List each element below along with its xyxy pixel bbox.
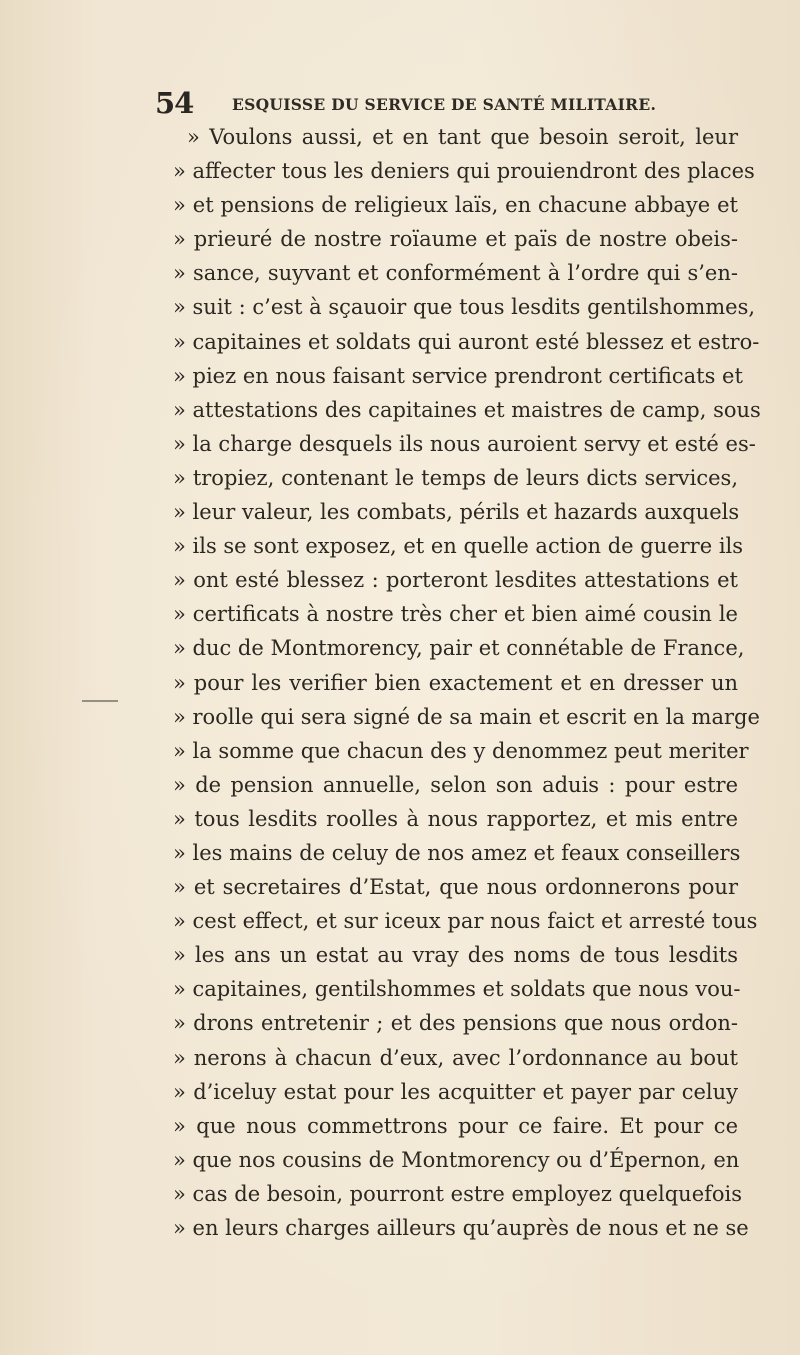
text-line: » attestations des capitaines et maistres de camp, sous [173,397,761,422]
text-line: » et pensions de religieux laïs, en chacune abbaye et [173,193,738,218]
text-line: » prieuré de nostre roïaume et païs de nostre obeis- [173,227,738,252]
text-line: » affecter tous les deniers qui prouiendront des places [173,159,755,184]
text-line: » Voulons aussi, et en tant que besoin seroit, leur [187,125,738,149]
text-line: » sance, suyvant et conformément à l’ordre qui s’en- [173,261,738,286]
text-line: » duc de Montmorency, pair et connétable de France, [173,636,745,661]
text-line: » tous lesdits roolles à nous rapportez, et mis entre [173,806,738,831]
text-line: » la charge desquels ils nous auroient servy et esté es- [173,431,756,456]
margin-mark [82,700,118,702]
text-line: » ont esté blessez : porteront lesdites attestations et [173,568,738,593]
text-line: » de pension annuelle, selon son aduis : pour estre [173,772,738,797]
text-line: » roolle qui sera signé de sa main et escrit en la marge [173,704,760,729]
running-head: ESQUISSE DU SERVICE DE SANTÉ MILITAIRE. [232,95,657,114]
text-line: » que nous commettrons pour ce faire. Et pour ce [173,1113,738,1138]
text-line: » en leurs charges ailleurs qu’auprès de nous et ne se [173,1216,749,1240]
text-line: » que nos cousins de Montmorency ou d’Épernon, en [173,1147,740,1172]
text-line: » drons entretenir ; et des pensions que nous ordon- [173,1011,738,1036]
text-line: » les ans un estat au vray des noms de tous lesdits [173,943,738,968]
text-line: » d’iceluy estat pour les acquitter et payer par celuy [173,1079,738,1104]
text-line: » cas de besoin, pourront estre employez quelquefois [173,1181,743,1206]
text-line: » cest effect, et sur iceux par nous faict et arresté tous [173,909,758,934]
text-line: » la somme que chacun des y denommez peut meriter [173,738,749,763]
text-line: » ils se sont exposez, et en quelle action de guerre ils [173,534,744,559]
text-line: » certificats à nostre très cher et bien aimé cousin le [173,602,738,627]
text-line: » piez en nous faisant service prendront certificats et [173,363,743,388]
text-line: » et secretaires d’Estat, que nous ordonnerons pour [173,875,738,900]
body-text [173,120,761,1245]
text-line: » capitaines et soldats qui auront esté blessez et estro- [173,329,760,354]
text-line: » pour les verifier bien exactement et en dresser un [173,670,738,695]
text-line: » leur valeur, les combats, périls et hazards auxquels [173,500,740,525]
text-line: » tropiez, contenant le temps de leurs dicts services, [173,465,738,490]
page-number: 54 [155,86,194,120]
text-line: » suit : c’est à sçauoir que tous lesdits gentilshommes, [173,295,756,320]
text-line: » nerons à chacun d’eux, avec l’ordonnance au bout [173,1045,738,1070]
text-line: » capitaines, gentilshommes et soldats que nous vou- [173,977,741,1002]
text-line: » les mains de celuy de nos amez et feaux conseillers [173,840,741,865]
